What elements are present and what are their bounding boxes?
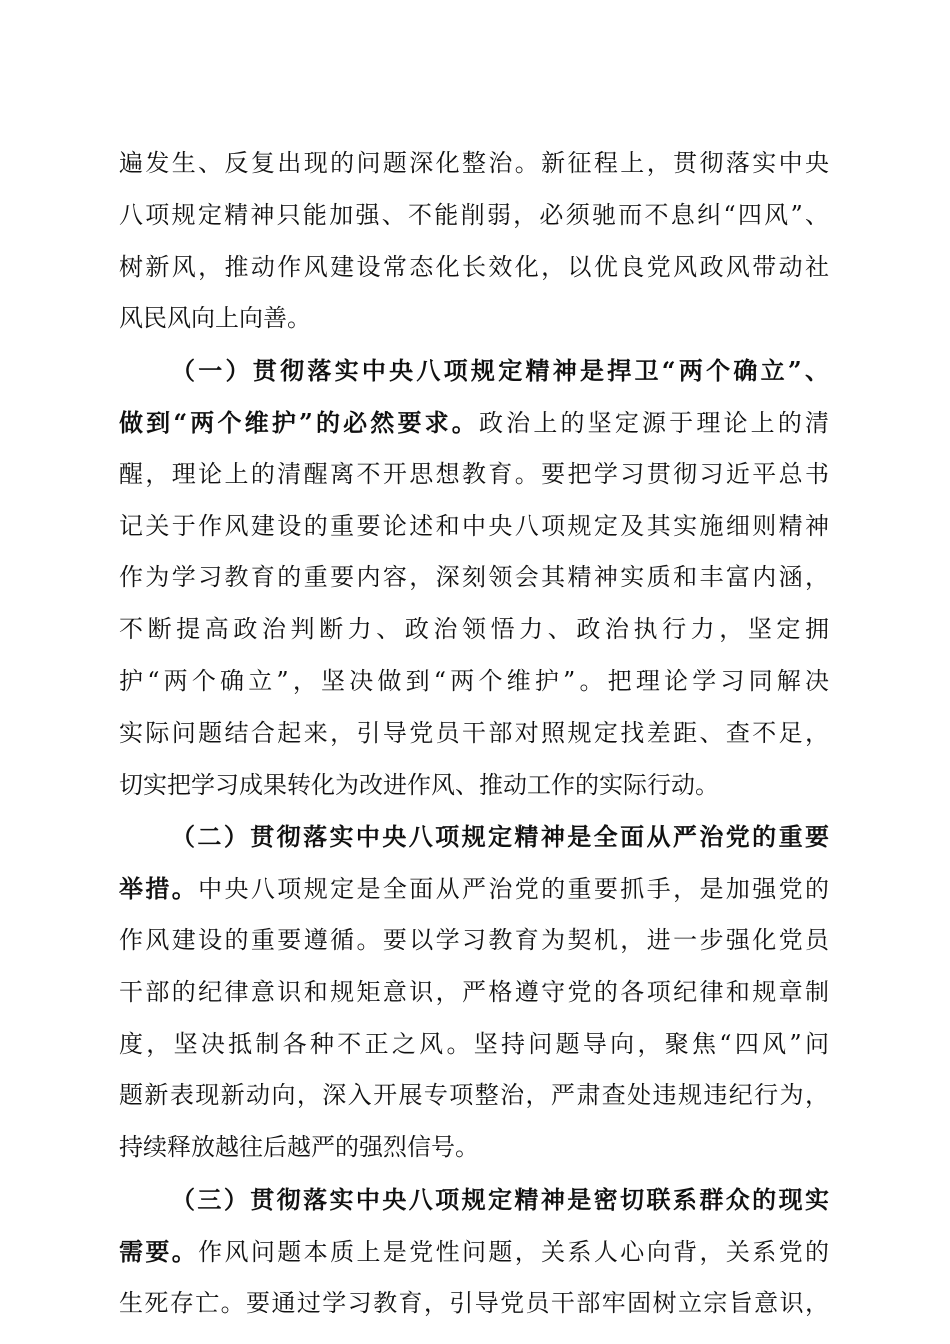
text-line: 树新风，推动作风建设常态化长效化，以优良党风政风带动社 xyxy=(119,252,829,281)
text-line xyxy=(119,345,829,397)
text-line: 题新表现新动向，深入开展专项整治，严肃查处违规违纪行为， xyxy=(119,1081,829,1110)
paragraph-section-three xyxy=(119,1174,829,1329)
paragraph-section-one xyxy=(119,345,829,811)
section-heading: （二）贯彻落实中央八项规定精神是全面从严治党的重要 xyxy=(171,822,829,852)
text-line: 持续释放越往后越严的强烈信号。 xyxy=(119,1133,479,1162)
text-line-body: 中央八项规定是全面从严治党的重要抓手，是加强党的 xyxy=(198,875,829,904)
paragraph-section-two xyxy=(119,811,829,1174)
text-line: 风民风向上向善。 xyxy=(119,304,311,333)
section-heading: 做到“两个维护”的必然要求。 xyxy=(119,407,479,437)
text-line: 八项规定精神只能加强、不能削弱，必须驰而不息纠“四风”、 xyxy=(119,200,829,229)
text-line: 记关于作风建设的重要论述和中央八项规定及其实施细则精神 xyxy=(119,511,829,540)
text-line: 醒，理论上的清醒离不开思想教育。要把学习贯彻习近平总书 xyxy=(119,459,829,488)
text-line: 实际问题结合起来，引导党员干部对照规定找差距、查不足， xyxy=(119,718,829,747)
text-line xyxy=(119,863,829,915)
document-page xyxy=(119,138,829,1329)
section-heading: （三）贯彻落实中央八项规定精神是密切联系群众的现实 xyxy=(171,1184,829,1214)
text-line xyxy=(119,397,829,449)
text-line: 不断提高政治判断力、政治领悟力、政治执行力，坚定拥 xyxy=(119,615,829,644)
paragraph-intro xyxy=(119,138,829,345)
text-line: 护“两个确立”，坚决做到“两个维护”。把理论学习同解决 xyxy=(119,666,829,695)
section-heading: 需要。 xyxy=(119,1236,199,1266)
text-line xyxy=(119,1226,829,1278)
text-line-body: 作风问题本质上是党性问题，关系人心向背，关系党的 xyxy=(198,1237,829,1266)
text-line xyxy=(119,1174,829,1226)
section-heading: （一）贯彻落实中央八项规定精神是捍卫“两个确立”、 xyxy=(171,356,829,386)
text-line: 遍发生、反复出现的问题深化整治。新征程上，贯彻落实中央 xyxy=(119,149,829,177)
text-line: 作为学习教育的重要内容，深刻领会其精神实质和丰富内涵， xyxy=(119,563,829,592)
text-line-body: 政治上的坚定源于理论上的清 xyxy=(478,408,829,437)
text-line: 作风建设的重要遵循。要以学习教育为契机，进一步强化党员 xyxy=(119,925,829,954)
text-line: 生死存亡。要通过学习教育，引导党员干部牢固树立宗旨意识， xyxy=(119,1288,829,1317)
text-line: 度，坚决抵制各种不正之风。坚持问题导向，聚焦“四风”问 xyxy=(119,1029,829,1058)
text-line: 切实把学习成果转化为改进作风、推动工作的实际行动。 xyxy=(119,770,719,799)
text-line xyxy=(119,811,829,863)
text-line: 干部的纪律意识和规矩意识，严格遵守党的各项纪律和规章制 xyxy=(119,977,829,1006)
section-heading: 举措。 xyxy=(119,874,199,904)
